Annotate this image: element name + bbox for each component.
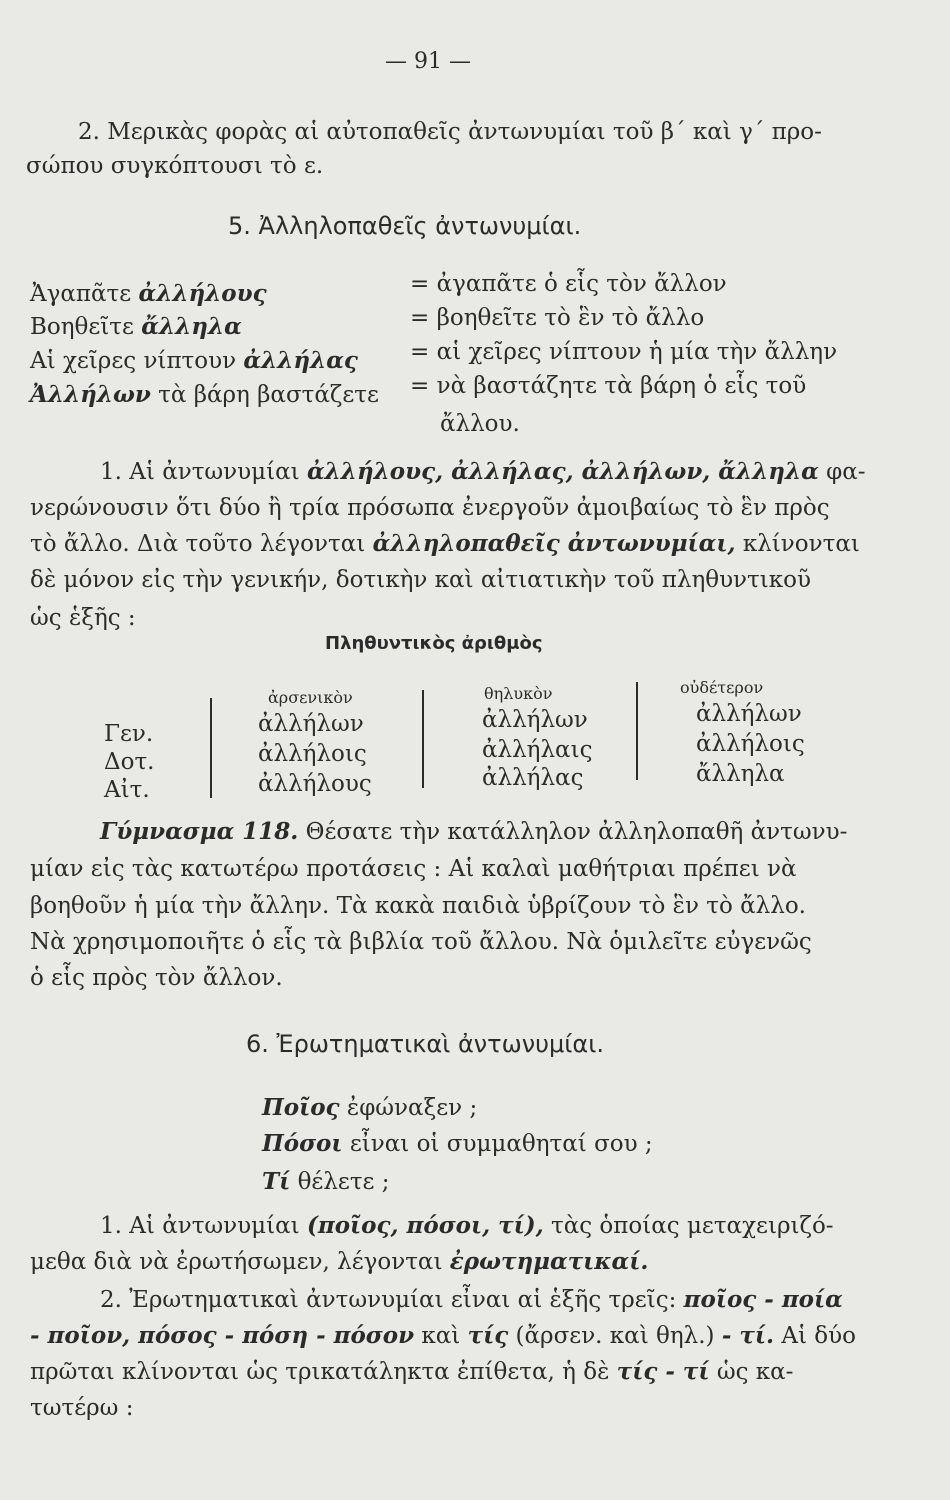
- question-rule-2-line-4: τωτέρω :: [30, 1395, 134, 1421]
- case-label-dative: Δοτ.: [104, 749, 155, 775]
- case-label-accusative: Αἰτ.: [104, 777, 150, 803]
- rule-line-1: 1. Αἱ ἀντωνυμίαι ἀλλήλους, ἀλλήλας, ἀλλήλων, ἄλληλα φα-: [100, 458, 866, 485]
- col-header-neuter: οὐδέτερον: [680, 678, 764, 697]
- fem-accusative: ἀλλήλας: [482, 765, 584, 791]
- exercise-line-3: βοηθοῦν ἡ μία τὴν ἄλλην. Τὰ κακὰ παιδιὰ ὑβρίζουν τὸ ἓν τὸ ἄλλο.: [30, 893, 806, 919]
- exercise-line-1: Γύμνασμα 118. Θέσατε τὴν κατάλληλον ἀλληλοπαθῆ ἀντωνυ-: [100, 818, 848, 845]
- table-divider-1: [210, 698, 212, 798]
- question-example-3: Τί θέλετε ;: [262, 1168, 390, 1195]
- neut-dative: ἀλλήλοις: [696, 731, 805, 757]
- masc-dative: ἀλλήλοις: [258, 741, 367, 767]
- rule-line-3: τὸ ἄλλο. Διὰ τοῦτο λέγονται ἀλληλοπαθεῖς ἀντωνυμίαι, κλίνονται: [30, 530, 860, 557]
- note-line-1: 2. Μερικὰς φορὰς αἱ αὐτοπαθεῖς ἀντωνυμίαι τοῦ β´ καὶ γ´ προ-: [78, 119, 822, 145]
- rule-line-4: δὲ μόνον εἰς τὴν γενικήν, δοτικὴν καὶ αἰτιατικὴν τοῦ πληθυντικοῦ: [30, 567, 811, 593]
- exercise-line-5: ὁ εἷς πρὸς τὸν ἄλλον.: [30, 965, 283, 991]
- col-header-masculine: ἀρσενικὸν: [268, 688, 353, 707]
- rule-line-2: νερώνουσιν ὅτι δύο ἢ τρία πρόσωπα ἐνεργοῦν ἀμοιβαίως τὸ ἓν πρὸς: [30, 495, 830, 521]
- example-2-right: = βοηθεῖτε τὸ ἓν τὸ ἄλλο: [410, 305, 705, 331]
- example-4-right: = νὰ βαστάζητε τὰ βάρη ὁ εἷς τοῦ: [410, 373, 807, 399]
- example-4-left: Ἀλλήλων τὰ βάρη βαστάζετε: [30, 381, 379, 408]
- case-label-genitive: Γεν.: [104, 721, 154, 747]
- rule-line-5: ὡς ἑξῆς :: [30, 605, 136, 631]
- question-example-1: Ποῖος ἐφώναξεν ;: [262, 1094, 478, 1121]
- table-divider-3: [636, 682, 638, 780]
- question-rule-2-line-3: πρῶται κλίνονται ὡς τρικατάληκτα ἐπίθετα, ἡ δὲ τίς - τί ὡς κα-: [30, 1358, 794, 1385]
- exercise-line-2: μίαν εἰς τὰς κατωτέρω προτάσεις : Αἱ καλαὶ μαθήτριαι πρέπει νὰ: [30, 856, 797, 882]
- table-divider-2: [422, 690, 424, 788]
- col-header-feminine: θηλυκὸν: [484, 684, 553, 703]
- example-4-continuation: ἄλλου.: [440, 411, 520, 437]
- neut-accusative: ἄλληλα: [696, 761, 785, 787]
- masc-genitive: ἀλλήλων: [258, 711, 364, 737]
- exercise-line-4: Νὰ χρησιμοποιῆτε ὁ εἷς τὰ βιβλία τοῦ ἄλλου. Νὰ ὁμιλεῖτε εὐγενῶς: [30, 929, 812, 955]
- question-rule-1-line-1: 1. Αἱ ἀντωνυμίαι (ποῖος, πόσοι, τί), τὰς ὁποίας μεταχειριζό-: [100, 1212, 834, 1239]
- page-number: — 91 —: [385, 49, 471, 74]
- example-3-left: Αἱ χεῖρες νίπτουν ἀλλήλας: [30, 347, 358, 374]
- example-1-right: = ἀγαπᾶτε ὁ εἷς τὸν ἄλλον: [410, 271, 727, 297]
- section-6-heading: 6. Ἐρωτηματικαὶ ἀντωνυμίαι.: [246, 1030, 604, 1058]
- masc-accusative: ἀλλήλους: [258, 771, 372, 797]
- neut-genitive: ἀλλήλων: [696, 701, 802, 727]
- example-1-left: Ἀγαπᾶτε ἀλλήλους: [30, 280, 267, 307]
- example-2-left: Βοηθεῖτε ἄλληλα: [30, 313, 242, 340]
- fem-dative: ἀλλήλαις: [482, 737, 593, 763]
- example-3-right: = αἱ χεῖρες νίπτουν ἡ μία τὴν ἄλλην: [410, 339, 838, 365]
- note-line-2: σώπου συγκόπτουσι τὸ ε.: [26, 153, 324, 179]
- section-5-heading: 5. Ἀλληλοπαθεῖς ἀντωνυμίαι.: [228, 212, 582, 240]
- question-rule-1-line-2: μεθα διὰ νὰ ἐρωτήσωμεν, λέγονται ἐρωτηματικαί.: [30, 1248, 649, 1275]
- question-rule-2-line-1: 2. Ἐρωτηματικαὶ ἀντωνυμίαι εἶναι αἱ ἑξῆς τρεῖς: ποῖος - ποία: [100, 1286, 843, 1313]
- question-example-2: Πόσοι εἶναι οἱ συμμαθηταί σου ;: [262, 1130, 653, 1157]
- fem-genitive: ἀλλήλων: [482, 707, 588, 733]
- table-title: Πληθυντικὸς ἀριθμὸς: [325, 633, 543, 654]
- question-rule-2-line-2: - ποῖον, πόσος - πόση - πόσον καὶ τίς (ἄρσεν. καὶ θηλ.) - τί. Αἱ δύο: [30, 1322, 856, 1349]
